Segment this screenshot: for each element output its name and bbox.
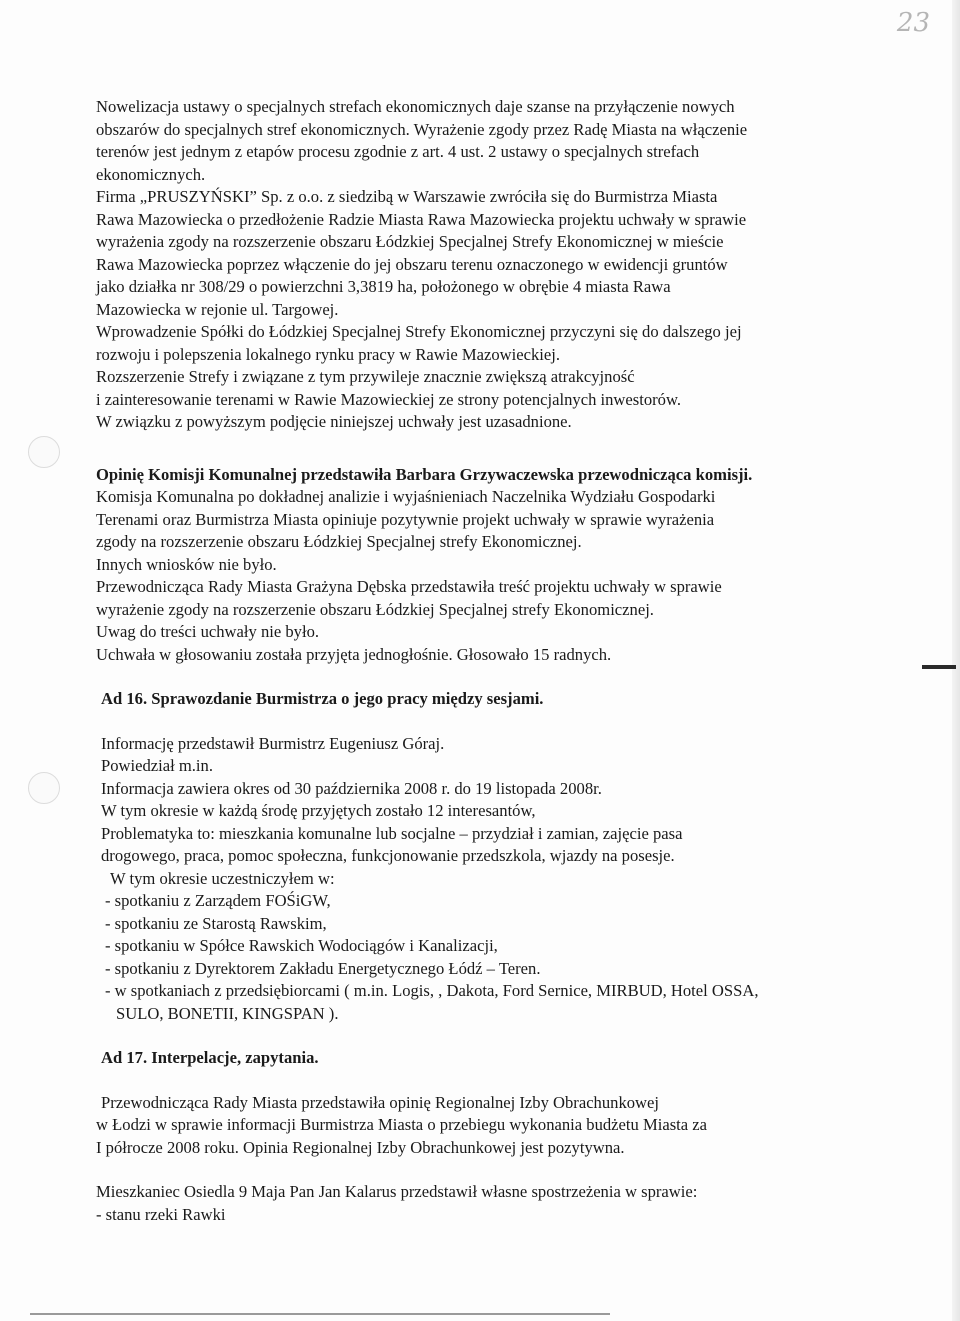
section-heading-ad17: Ad 17. Interpelacje, zapytania. — [101, 1048, 319, 1067]
text-line: drogowego, praca, pomoc społeczna, funkcjonowanie przedszkola, wjazdy na posesje. — [101, 846, 675, 865]
text-line: obszarów do specjalnych stref ekonomicznych. Wyrażenie zgody przez Radę Miasta na włączenie — [96, 119, 748, 139]
spacer — [96, 1070, 866, 1092]
text-line: Przewodnicząca Rady Miasta Grażyna Dębska przedstawiła treść projektu uchwały w sprawie — [96, 577, 722, 596]
spacer — [96, 434, 866, 464]
section-heading-ad16: Ad 16. Sprawozdanie Burmistrza o jego pracy między sesjami. — [101, 689, 544, 708]
punch-hole-mark — [28, 436, 60, 468]
text-line: wyrażenia zgody na rozszerzenie obszaru Łódzkiej Specjalnej Strefy Ekonomicznej w mieście — [96, 232, 724, 251]
text-line: jako działka nr 308/29 o powierzchni 3,3819 ha, położonego w obrębie 4 miasta Rawa — [96, 277, 671, 296]
text-line: W tym okresie uczestniczyłem w: — [110, 868, 335, 888]
text-line: Mieszkaniec Osiedla 9 Maja Pan Jan Kalarus przedstawił własne spostrzeżenia w sprawie: — [96, 1182, 698, 1201]
punch-hole-mark — [28, 772, 60, 804]
text-line: Powiedział m.in. — [101, 756, 213, 775]
text-line: rozwoju i polepszenia lokalnego rynku pracy w Rawie Mazowieckiej. — [96, 344, 561, 364]
text-line: Uwag do treści uchwały nie było. — [96, 622, 320, 641]
list-item: - spotkaniu z Zarządem FOŚiGW, — [105, 891, 331, 910]
text-line: Firma „PRUSZYŃSKI” Sp. z o.o. z siedzibą w Warszawie zwróciła się do Burmistrza Miasta — [96, 187, 718, 206]
text-line: Innych wniosków nie było. — [96, 554, 277, 574]
text-line: Terenami oraz Burmistrza Miasta opiniuje pozytywnie projekt uchwały w sprawie wyrażenia — [96, 509, 715, 529]
text-line: W tym okresie w każdą środę przyjętych zostało 12 interesantów, — [101, 801, 536, 820]
document-body — [96, 96, 866, 1226]
text-line: i zainteresowanie terenami w Rawie Mazowieckiej ze strony potencjalnych inwestorów. — [96, 389, 682, 409]
text-line: Problematyka to: mieszkania komunalne lub socjalne – przydział i zamian, zajęcie pasa — [101, 823, 683, 843]
text-line: Nowelizacja ustawy o specjalnych strefach ekonomicznych daje szanse na przyłączenie nowych — [96, 97, 735, 116]
list-item-continuation: SULO, BONETII, KINGSPAN ). — [116, 1003, 339, 1023]
text-line: wyrażenie zgody na rozszerzenie obszaru Łódzkiej Specjalnej strefy Ekonomicznej. — [96, 599, 654, 619]
list-item: - spotkaniu z Dyrektorem Zakładu Energetycznego Łódź – Teren. — [105, 958, 541, 978]
list-item: - spotkaniu ze Starostą Rawskim, — [105, 913, 327, 933]
text-line: Przewodnicząca Rady Miasta przedstawiła opinię Regionalnej Izby Obrachunkowej — [101, 1092, 659, 1112]
text-line: Informację przedstawił Burmistrz Eugeniusz Góraj. — [101, 733, 445, 753]
spacer — [96, 1159, 866, 1181]
text-line: Rawa Mazowiecka poprzez włączenie do jej obszaru terenu oznaczonego w ewidencji gruntów — [96, 254, 728, 274]
list-item: - w spotkaniach z przedsiębiorcami ( m.in. Logis, , Dakota, Ford Sernice, MIRBUD, Hotel OSSA, — [105, 981, 759, 1000]
text-line: I półrocze 2008 roku. Opinia Regionalnej Izby Obrachunkowej jest pozytywna. — [96, 1137, 625, 1157]
text-line: Wprowadzenie Spółki do Łódzkiej Specjalnej Strefy Ekonomicznej przyczyni się do dalszego jej — [96, 322, 742, 341]
text-line: Mazowiecka w rejonie ul. Targowej. — [96, 299, 339, 319]
scan-bottom-rule — [30, 1313, 610, 1315]
spacer — [96, 711, 866, 733]
page-number: 23 — [896, 8, 930, 38]
text-line: Rozszerzenie Strefy i związane z tym przywileje znacznie zwiększą atrakcyjność — [96, 367, 635, 386]
text-line: zgody na rozszerzenie obszaru Łódzkiej Specjalnej strefy Ekonomicznej. — [96, 532, 582, 551]
commission-heading: Opinię Komisji Komunalnej przedstawiła Barbara Grzywaczewska przewodnicząca komisji. — [96, 464, 753, 484]
list-item: - stanu rzeki Rawki — [96, 1204, 226, 1224]
list-item: - spotkaniu w Spółce Rawskich Wodociągów i Kanalizacji, — [105, 936, 498, 955]
text-line: W związku z powyższym podjęcie niniejszej uchwały jest uzasadnione. — [96, 412, 572, 431]
text-line: terenów jest jednym z etapów procesu zgodnie z art. 4 ust. 2 ustawy o specjalnych strefach — [96, 142, 700, 161]
text-line: Informacja zawiera okres od 30 października 2008 r. do 19 listopada 2008r. — [101, 778, 602, 798]
scan-edge-shadow — [952, 0, 960, 1321]
spacer — [96, 666, 866, 688]
spacer — [96, 1025, 866, 1047]
text-line: Rawa Mazowiecka o przedłożenie Radzie Miasta Rawa Mazowiecka projektu uchwały w sprawie — [96, 209, 747, 229]
text-line: Komisja Komunalna po dokładnej analizie i wyjaśnieniach Naczelnika Wydziału Gospodarki — [96, 487, 716, 506]
text-line: ekonomicznych. — [96, 164, 206, 184]
scan-edge-mark — [922, 665, 956, 669]
text-line: w Łodzi w sprawie informacji Burmistrza Miasta o przebiegu wykonania budżetu Miasta za — [96, 1115, 708, 1134]
text-line: Uchwała w głosowaniu została przyjęta jednogłośnie. Głosowało 15 radnych. — [96, 644, 612, 664]
